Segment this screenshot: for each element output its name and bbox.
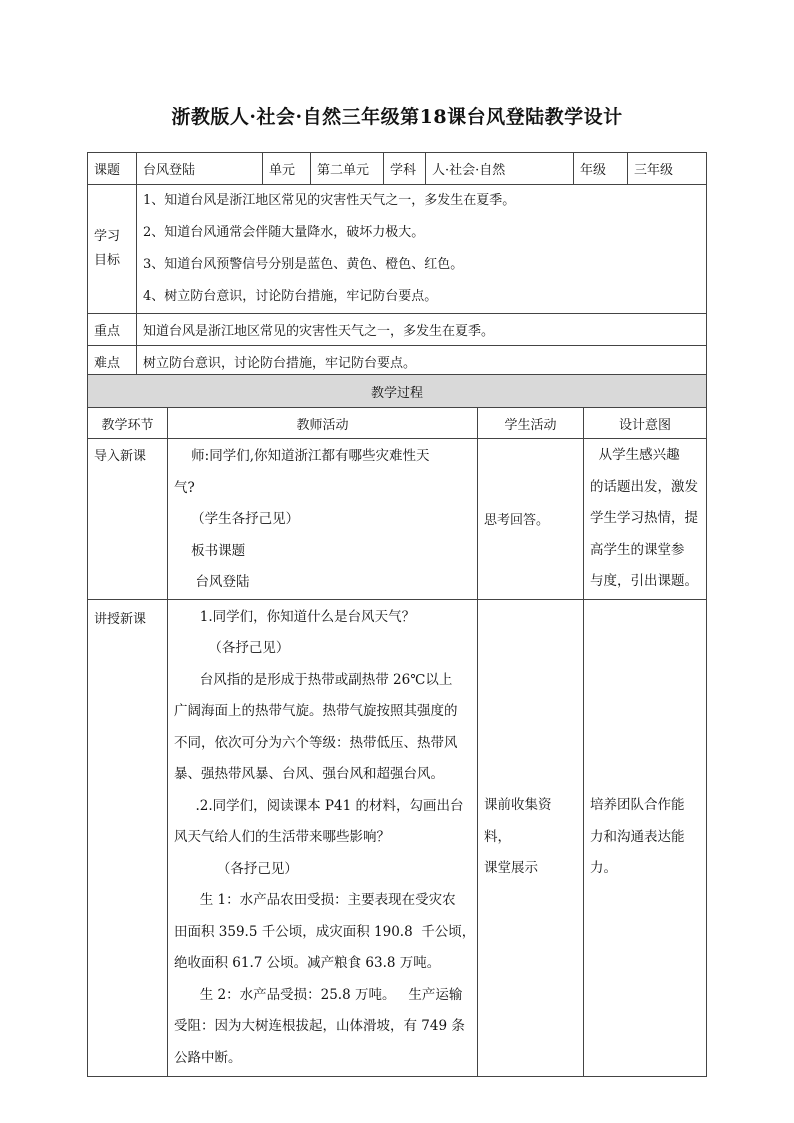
teaching-process-table (87, 374, 707, 1077)
key-label: 重点 (88, 314, 137, 346)
stage-cell: 导入新课 (88, 439, 168, 600)
difficulty-value: 树立防台意识，讨论防台措施，牢记防台要点。 (137, 346, 707, 378)
difficulty-label: 难点 (88, 346, 137, 378)
objectives-label: 学习 目标 (88, 185, 137, 314)
column-header: 教学环节 (88, 408, 168, 439)
objective-item: 4、树立防台意识，讨论防台措施，牢记防台要点。 (143, 289, 438, 304)
teacher-activity: 1.同学们，你知道什么是台风天气？ （各抒己见） 台风指的是形成于热带或副热带 26℃以上 广阔海面上的热带气旋。热带气旋按照其强度的 不同，依次可分为六个等级：热带低压、热带风 暴、强热带风暴、台风、强台风和超强台风。 .2.同学们，阅读课本 P41 的材料，勾画出台 风天气给人们的生活带来哪些影响？ （各抒己见） 生 1：水产品农田受损：主要表现在受灾农 田面积 359.5 千公顷，成灾面积 190.8 千公顷， 绝收面积 61.7 公顷。减产粮食 63.8 万吨。 生 2：水产品受损：25.8 万吨。 生产运输 受阻：因为大树连根拔起，山体滑坡，有 749 条 公路中断。 (168, 599, 478, 1076)
unit-label: 单元 (263, 153, 311, 185)
key-point-row (88, 314, 707, 346)
objectives-row (88, 185, 707, 314)
process-header: 教学过程 (88, 375, 707, 408)
document-title: 浙教版人·社会·自然三年级第18课台风登陆教学设计 (171, 106, 623, 128)
teacher-activity: 师:同学们,你知道浙江都有哪些灾难性天 气? （学生各抒己见） 板书课题 台风登陆 (168, 439, 478, 600)
design-intent: 从学生感兴趣 的话题出发，激发 学生学习热情，提 高学生的课堂参 与度，引出课题。 (584, 439, 707, 600)
column-header: 教师活动 (168, 408, 478, 439)
key-value: 知道台风是浙江地区常见的灾害性天气之一，多发生在夏季。 (137, 314, 707, 346)
grade-value: 三年级 (628, 153, 707, 185)
design-intent: 培养团队合作能 力和沟通表达能 力。 (584, 599, 707, 1076)
column-header: 学生活动 (478, 408, 584, 439)
topic-label: 课题 (88, 153, 137, 185)
objective-item: 1、知道台风是浙江地区常见的灾害性天气之一，多发生在夏季。 (143, 193, 516, 208)
objective-item: 2、知道台风通常会伴随大量降水，破坏力极大。 (143, 225, 425, 240)
student-activity: 课前收集资料， 课堂展示 (478, 599, 584, 1076)
student-activity: 思考回答。 (478, 439, 584, 600)
objective-item: 3、知道台风预警信号分别是蓝色、黄色、橙色、红色。 (143, 257, 464, 272)
difficulty-row (88, 346, 707, 378)
subject-value: 人·社会·自然 (426, 153, 574, 185)
table-row (88, 599, 707, 1076)
column-header: 设计意图 (584, 408, 707, 439)
process-column-headers (88, 408, 707, 439)
info-row (88, 153, 707, 185)
unit-value: 第二单元 (311, 153, 384, 185)
objectives-list (137, 185, 707, 314)
subject-label: 学科 (384, 153, 426, 185)
topic-value: 台风登陆 (137, 153, 263, 185)
stage-cell: 讲授新课 (88, 599, 168, 1076)
lesson-info-table (87, 152, 707, 378)
grade-label: 年级 (574, 153, 628, 185)
table-row (88, 439, 707, 600)
